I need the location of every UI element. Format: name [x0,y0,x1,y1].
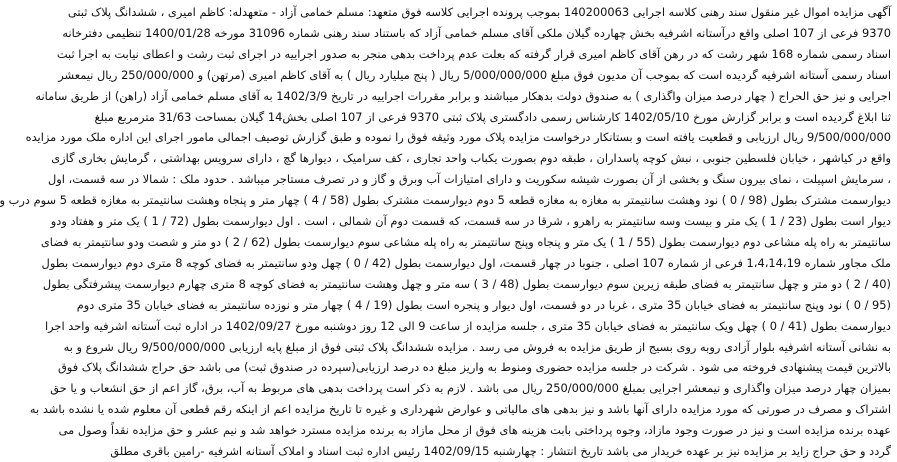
notice-line: دیوارسمت مشترک بطول (98 / 0 ) نود وهشت سانتیمتر به مغازه به مغازه قطعه 5 دوم دیوارسمت مشترک بطول (58 / 4 ) چهار متر و پنجاه وهشت سانتیمتر به مغازه قطعه 5 سوم درب و [0,193,891,208]
notice-line: سانتیمتر به راه پله مشاعی دوم دیوارسمت بطول (55 / 1 ) یک متر و پنجاه وپنج سانتیمتر به راه پله مشاعی سوم دیوارسمت بطول (62 / 2 ) دو متر و شصت ودو سانتیمتر به فضای [40,234,891,249]
notice-line: عهده برنده مزایده است و نیز در صورت وجود مازاد، وجوه پرداختی بابت هزینه های فوق از محل مازاد به برنده مزایده مسترد خواهد شد و نیم عشر و حق مزایده نقداً وصول می [58,423,891,438]
notice-line: (95 / 0 ) نود وپنج سانتیمتر به فضای خیابان 35 متری ، غربا در دو قسمت، اول دیوار و پنجره است بطول (19 / 4 ) چهار متر و نوزده سانتیمتر به فضای خیابان 35 متری دوم [76,297,891,312]
notice-line: اسناد رسمی آستانه اشرفیه گردیده است که بموجب آن مدیون فوق مبلغ 5/000/000/000 ریال ( پنج میلیارد ریال ) به آقای کاظم امیری (مرتهن) و 250/000/000 ریال نیمعشر [58,67,891,82]
notice-line: ملک مجاور شماره 1،4،14،19 فرعی از شماره 107 اصلی ، جنوبا در چهار قسمت، اول دیوارسمت بطول (42 / 0 ) چهل ودو سانتیمتر به فضای کوچه 8 متری دوم دیوارسمت بطول [41,255,891,270]
notice-line: گردد و حق حراج زاید بر مزایده نیز بر عهده خریدار می باشد تاریخ انتشار : چهارشنبه 1402/09/15 رئیس اداره ثبت اسناد و املاک آستانه اشرفیه -رامین باقری مطلق [110,444,891,459]
notice-line: واقع در کیاشهر ، خیابان فلسطین جنوبی ، نبش کوچه پاسداران ، طبقه دوم بصورت یکباب واحد تجاری ، کف سرامیک ، دیوارها گچ ، دارای سرویس بهداشتی ، گرمایش بخاری گازی [51,151,891,166]
notice-line: 9370 فرعی از 107 اصلی واقع درآستانه اشرفیه بخش چهارده گیلان ملکی آقای مسلم خمامی آزاد که باستناد سند رهنی شماره 31096 مورخه 1400/01/28 تنظیمی دفترخانه [62,25,891,40]
notice-line: 9/500/000/000 ریال ارزیابی و قطعیت یافته است و بستانکار درخواست مزایده پلاک مورد وثیقه فوق را نموده و طبق گزارش توصیف اجمالی مامور اجرای این اداره ملک مورد مزایده [25,130,891,145]
notice-line: آگهی مزایده اموال غیر منقول سند رهنی کلاسه اجرایی 140200063 بموجب پرونده اجرایی کلاسه فوق متعهد: مسلم خمامی آزاد - متعهدله: کاظم امیری ، ششدانگ پلاک ثبتی [67,5,891,19]
notice-line: اسناد رسمی شماره 168 شهر رشت که در رهن آقای کاظم امیری قرار گرفته که بعلت عدم پرداخت بدهی منجر به صدور اجراییه در اجرای ثبت رشت و اعطای نیابت به اجرا ثبت [56,46,891,61]
notice-line: ثنا ابلاغ گردیده است و برابر گزارش مورخ 1402/05/10 کارشناس رسمی دادگستری پلاک ثبتی 9370 فرعی از 107 اصلی بخش14 گیلان بمساحت 31/63 مترمربع مبلغ [94,109,891,124]
notice-line: به نشانی آستانه اشرفیه بلوار آزادی روبه روی بسیج از طریق مزایده به فروش می رسد . مزایده ششدانگ پلاک ثبتی فوق از مبلغ پایه ارزیابی 9/500/000/000 ریال شروع و به [63,339,891,354]
notice-line: دیوار است بطول (23 / 1 ) یک متر و بیست وسه سانتیمتر به راهرو ، شرقا در سه قسمت، که قسمت دوم آن شمالی ، است . اول دیوارسمت بطول (72 / 1 ) یک متر و هفتاد ودو [50,214,891,229]
notice-line: دیوارسمت بطول (41 / 0 ) چهل ویک سانتیمتر به فضای خیابان 35 متری ، جلسه مزایده از ساعت 9 الی 12 روز دوشنبه مورخ 1402/09/27 در اداره ثبت آستانه اشرفیه واحد اجرا [44,318,891,333]
notice-line: اجرایی و نیز حق الحراج ( چهار درصد میزان واگذاری ) به صندوق دولت بدهکار میباشند و برابر مقررات اجراییه در تاریخ 1402/3/9 به آقای مسلم خمامی آزاد (راهن) از طریق سامانه [35,88,891,103]
notice-line: بالاترین قیمت پیشنهادی فروخته می شود . شرکت در جلسه مزایده حضوری ومنوط به واریز مبلغ ده درصد ارزیابی(سپرده در صندوق ثبت) می باشد حق حراج ششدانگ پلاک فوق [57,360,891,375]
notice-line: (40 / 2 ) دو متر و چهل سانتیمتر به فضای طبقه زیرین سوم دیوارسمت بطول (48 / 3 ) سه متر و چهل وهشت سانتیمتر به فضای کوچه 8 متری چهارم دیوارسمت پیشرفتگی بطول [42,276,891,291]
notice-line: ، سرمایش اسپیلت ، نمای بیرون سنگ و بخشی از آن بصورت شیشه سکوریت و دارای امتیازات آب وبرق و گاز و در تصرف مستاجر میباشد . حدود ملک : شمالا در سه قسمت، اول [47,172,891,187]
notice-line: بمیزان چهار درصد میزان واگذاری و نیمعشر اجرایی بمبلغ 250/000/000 ریال می باشد . لازم به ذکر است پرداخت بدهی های مربوط به آب، برق، گاز اعم از حق انشعاب و یا حق [50,381,891,396]
notice-line: اشتراک و مصرف در صورتی که مورد مزایده دارای آنها باشد و نیز بدهی های مالیاتی و عوارض شهرداری و غیره تا تاریخ مزایده اعم از اینکه رقم قطعی آن معلوم شده یا نشده باشد به [29,402,891,417]
